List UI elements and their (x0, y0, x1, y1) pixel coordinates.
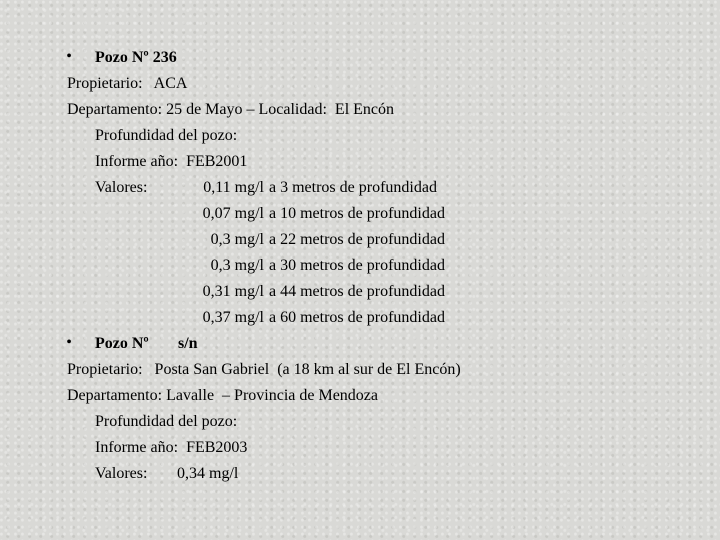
well-1-value-depth: a 44 metros de profundidad (269, 283, 445, 300)
well-1-value-depth: a 22 metros de profundidad (269, 231, 445, 248)
well-1-value-depth: a 30 metros de profundidad (269, 257, 445, 274)
well-1-value-conc: 0,3 mg/l (210, 257, 264, 274)
well-1-depth-label: Profundidad del pozo: (95, 127, 238, 144)
well-2-value: 0,34 mg/l (177, 465, 239, 482)
well-2-report: Informe año: FEB2003 (95, 439, 248, 456)
well-2-depth-label: Profundidad del pozo: (95, 413, 238, 430)
well-2-values-label: Valores: (95, 465, 148, 482)
bullet-1: • (66, 48, 72, 65)
well-1-value-conc: 0,37 mg/l (202, 309, 264, 326)
well-1-value-depth: a 10 metros de profundidad (269, 205, 445, 222)
well-1-value-depth: a 60 metros de profundidad (269, 309, 445, 326)
well-1-value-conc: 0,07 mg/l (202, 205, 264, 222)
well-1-title: Pozo Nº 236 (95, 49, 177, 66)
well-1-value-conc: 0,11 mg/l (203, 179, 264, 196)
well-1-value-conc: 0,31 mg/l (202, 283, 264, 300)
bullet-2: • (66, 334, 72, 351)
well-1-owner: Propietario: ACA (67, 75, 188, 92)
well-2-title: Pozo Nº (95, 335, 149, 352)
well-2-owner: Propietario: Posta San Gabriel (a 18 km al sur de El Encón) (67, 361, 461, 378)
well-1-value-depth: a 3 metros de profundidad (269, 179, 437, 196)
well-2-department: Departamento: Lavalle – Provincia de Mendoza (67, 387, 378, 404)
well-1-report: Informe año: FEB2001 (95, 153, 248, 170)
well-1-department: Departamento: 25 de Mayo – Localidad: El Encón (67, 101, 395, 118)
well-2-title-value: s/n (178, 335, 198, 352)
well-1-values-label: Valores: (95, 179, 148, 196)
well-1-value-conc: 0,3 mg/l (210, 231, 264, 248)
